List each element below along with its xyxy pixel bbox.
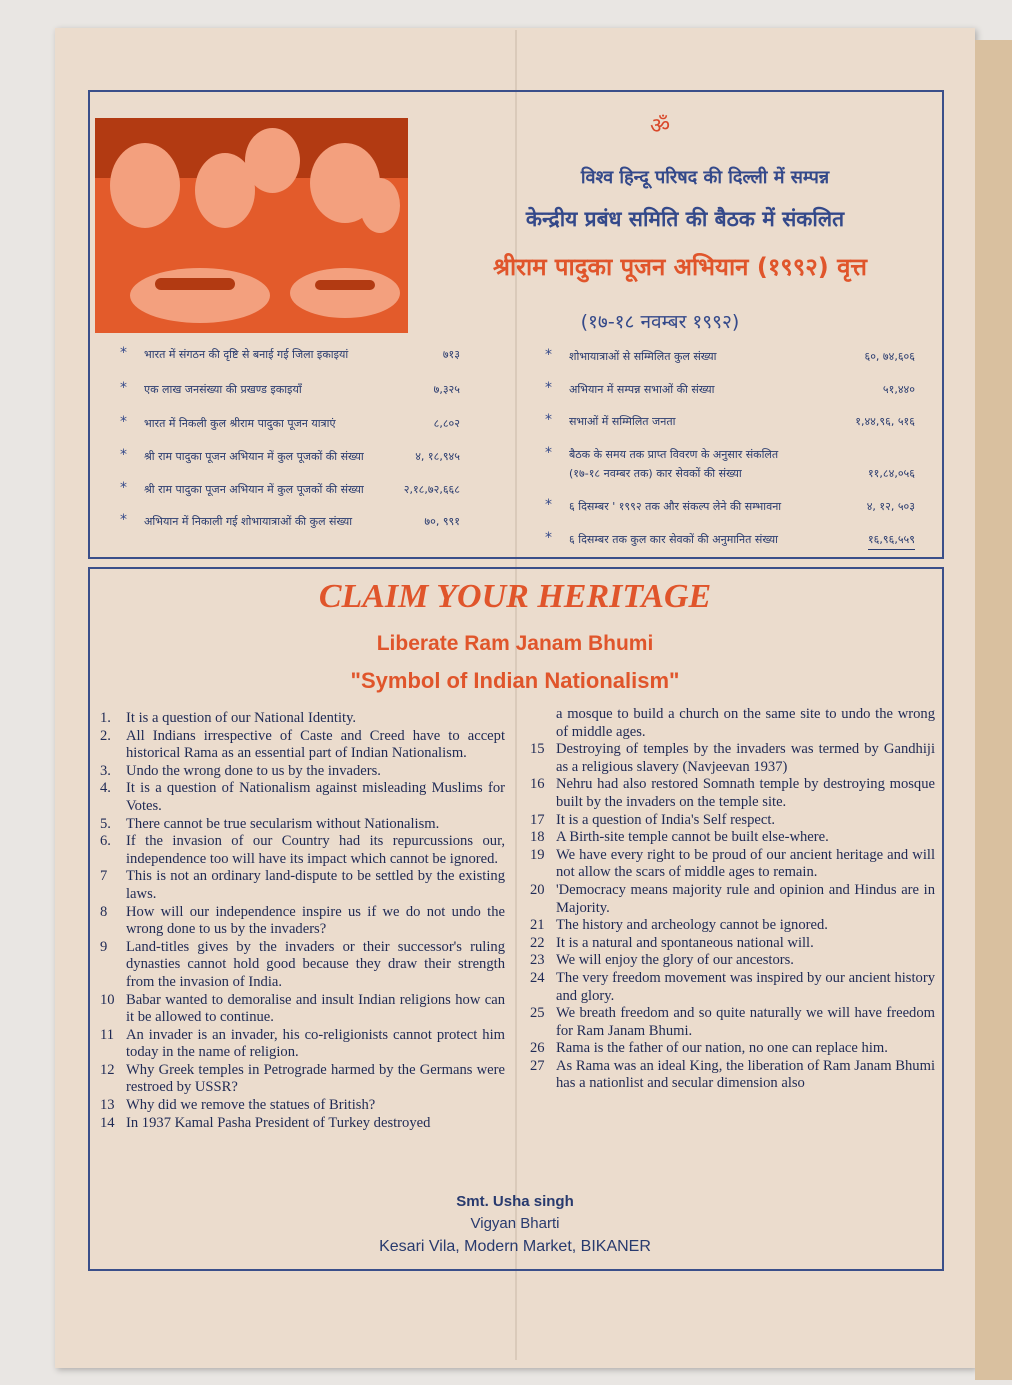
- stat-value: ८,८०२: [433, 417, 460, 430]
- point-number: 13: [100, 1097, 115, 1114]
- point-text: There cannot be true secularism without Nationalism.: [126, 815, 440, 832]
- point-number: 21: [530, 917, 545, 934]
- point-item: [530, 1040, 935, 1058]
- stat-label: ६ दिसम्बर ' १९९२ तक और संकल्प लेने की सम्भावना: [569, 500, 782, 513]
- bullet-star-icon: *: [120, 447, 127, 463]
- stat-left-item: [120, 512, 460, 532]
- point-number: 3.: [100, 762, 111, 779]
- appeal-title: CLAIM YOUR HERITAGE: [318, 578, 712, 615]
- point-text: This is not an ordinary land-dispute to be settled by the existing laws.: [126, 868, 505, 902]
- point-number: 22: [530, 934, 545, 951]
- point-text: The history and archeology cannot be ignored.: [556, 917, 828, 934]
- appeal-subtitle: Liberate Ram Janam Bhumi: [376, 632, 654, 655]
- point-number: 25: [530, 1005, 545, 1022]
- point-number: 2.: [100, 727, 111, 744]
- point-text: Rama is the father of our nation, no one can replace him.: [556, 1040, 888, 1057]
- hindi-date: (१७-१८ नवम्बर १९९२): [580, 311, 740, 333]
- point-item: [100, 1097, 505, 1115]
- point-item: [530, 1005, 935, 1040]
- point-number: 17: [530, 811, 545, 828]
- point-number: 23: [530, 952, 545, 969]
- om-symbol: ॐ: [650, 114, 671, 139]
- point-item: [530, 882, 935, 917]
- point-number: 4.: [100, 780, 111, 797]
- stat-value: ७०, ९९१: [424, 515, 460, 528]
- point-item: [530, 847, 935, 882]
- point-item: [100, 780, 505, 815]
- bullet-star-icon: *: [545, 412, 552, 428]
- stat-label: ६ दिसम्बर तक कुल कार सेवकों की अनुमानित संख्या: [569, 533, 778, 546]
- stat-label: अभियान में सम्पन्न सभाओं की संख्या: [569, 383, 715, 396]
- point-number: 27: [530, 1057, 545, 1074]
- stat-left-item: [120, 447, 460, 467]
- stat-value: ५१,४४०: [882, 383, 915, 396]
- appeal-slogan: "Symbol of Indian Nationalism": [350, 668, 680, 693]
- point-text: It is a question of Nationalism against misleading Muslims for Votes.: [126, 780, 505, 814]
- point-number: 16: [530, 776, 545, 793]
- stat-value: ११,८४,०५६: [867, 467, 915, 480]
- point-text: It is a question of India's Self respect.: [556, 811, 776, 828]
- point-item: [100, 868, 505, 903]
- point-text: Undo the wrong done to us by the invaders.: [126, 762, 381, 779]
- point-number: 1.: [100, 710, 111, 726]
- stat-value: ७,३२५: [433, 383, 460, 396]
- point-item: [530, 970, 935, 1005]
- stat-label: श्री राम पादुका पूजन अभियान में कुल पूजकों की संख्या: [144, 483, 364, 496]
- point-text: a mosque to build a church on the same site to undo the wrong of middle ages.: [556, 706, 935, 740]
- point-item: [100, 833, 505, 868]
- point-item: [100, 763, 505, 781]
- point-item: [530, 952, 935, 970]
- stat-label: शोभायात्राओं से सम्मिलित कुल संख्या: [569, 350, 717, 363]
- stat-left-item: [120, 480, 460, 500]
- stat-label: सभाओं में सम्मिलित जनता: [569, 415, 676, 428]
- points-column-left: [100, 710, 505, 1132]
- point-text: 'Democracy means majority rule and opinion and Hindus are in Majority.: [556, 881, 935, 916]
- point-item: [100, 728, 505, 763]
- point-item: [530, 917, 935, 935]
- stat-label: अभियान में निकाली गई शोभायात्राओं की कुल संख्या: [144, 515, 353, 528]
- stat-label: एक लाख जनसंख्या की प्रखण्ड इकाइयाँ: [144, 383, 302, 396]
- hindi-campaign-title: श्रीराम पादुका पूजन अभियान (१९९२) वृत्त: [492, 253, 868, 281]
- point-text: Why did we remove the statues of British?: [126, 1097, 376, 1114]
- stat-left-item: [120, 380, 460, 400]
- point-number: 15: [530, 741, 545, 758]
- point-number: [530, 706, 556, 741]
- point-item: [100, 904, 505, 939]
- point-text: Why Greek temples in Petrograde harmed by the Germans were restroed by USSR?: [126, 1061, 505, 1096]
- point-item: [530, 741, 935, 776]
- stat-left-item: [120, 414, 460, 434]
- point-text: An invader is an invader, his co-religionists cannot protect him today in the name of religion.: [126, 1026, 505, 1061]
- point-item: [100, 1115, 505, 1133]
- point-number: 19: [530, 846, 545, 863]
- point-text: A Birth-site temple cannot be built else-where.: [556, 829, 829, 846]
- stat-label: श्री राम पादुका पूजन अभियान में कुल पूजकों की संख्या: [144, 450, 364, 463]
- bullet-star-icon: *: [545, 530, 552, 546]
- stat-value: १,४४,९६, ५१६: [855, 415, 915, 428]
- point-number: 12: [100, 1061, 115, 1078]
- point-text: Nehru had also restored Somnath temple by destroying mosque built by the invaders on the temple site.: [556, 776, 935, 810]
- stat-right-item: [545, 530, 915, 550]
- bullet-star-icon: *: [120, 480, 127, 496]
- point-item: [100, 992, 505, 1027]
- bullet-star-icon: *: [120, 380, 127, 396]
- author-organization: Vigyan Bharti: [470, 1215, 560, 1232]
- point-text: How will our independence inspire us if we do not undo the wrong done to us by the invaders?: [126, 903, 505, 938]
- stat-value: ६०, ७४,६०६: [864, 350, 915, 363]
- bullet-star-icon: *: [120, 345, 127, 361]
- point-item: [100, 1062, 505, 1097]
- adjacent-page-edge: [975, 40, 1012, 1380]
- point-number: 5.: [100, 815, 111, 832]
- point-text: As Rama was an ideal King, the liberation of Ram Janam Bhumi has a nationlist and secular dimension also: [556, 1057, 935, 1092]
- point-text: All Indians irrespective of Caste and Creed have to accept historical Rama as an essential part of Indian Nationalism.: [126, 727, 505, 762]
- hindi-header-line2: केन्द्रीय प्रबंध समिति की बैठक में संकलित: [525, 207, 845, 231]
- point-text: Babar wanted to demoralise and insult Indian religions how can it be allowed to continue.: [126, 991, 505, 1026]
- point-item: [530, 706, 935, 741]
- point-number: 14: [100, 1114, 115, 1131]
- stat-right-item: [545, 445, 915, 485]
- point-text: We will enjoy the glory of our ancestors.: [556, 952, 794, 969]
- orange-duotone-photo: [95, 118, 408, 333]
- point-number: 24: [530, 969, 545, 986]
- bullet-star-icon: *: [545, 347, 552, 363]
- point-text: In 1937 Kamal Pasha President of Turkey destroyed: [126, 1114, 431, 1131]
- bullet-star-icon: *: [120, 512, 127, 528]
- point-number: 11: [100, 1026, 115, 1043]
- point-text: Destroying of temples by the invaders was termed by Gandhiji as a religious slavery (Navjeevan 1937): [556, 741, 935, 775]
- bullet-star-icon: *: [545, 445, 552, 461]
- point-item: [530, 776, 935, 811]
- point-item: [530, 935, 935, 953]
- point-item: [100, 816, 505, 834]
- bullet-star-icon: *: [120, 414, 127, 430]
- stat-label: भारत में निकली कुल श्रीराम पादुका पूजन यात्राएं: [144, 417, 336, 430]
- points-column-right: [530, 706, 935, 1093]
- point-text: If the invasion of our Country had its repurcussions our, independence too will have its impact which cannot be ignored.: [126, 833, 505, 867]
- stat-label: बैठक के समय तक प्राप्त विवरण के अनुसार संकलित: [569, 448, 779, 461]
- stat-value: ७१३: [442, 348, 460, 361]
- point-number: 20: [530, 881, 545, 898]
- stat-value: ४, १८,९४५: [415, 450, 460, 463]
- author-name: Smt. Usha singh: [456, 1193, 574, 1210]
- stat-value: ४, १२, ५०३: [866, 500, 915, 513]
- stat-right-item: [545, 380, 915, 400]
- point-item: [530, 829, 935, 847]
- stat-label: भारत में संगठन की दृष्टि से बनाई गई जिला इकाइयां: [144, 348, 349, 361]
- point-item: [530, 1058, 935, 1093]
- point-text: It is a natural and spontaneous national will.: [556, 934, 814, 951]
- point-text: Land-titles gives by the invaders or their successor's ruling dynasties cannot hold good because they draw their strength from the invasion of India.: [126, 938, 505, 990]
- point-number: 7: [100, 868, 108, 885]
- point-text: We have every right to be proud of our ancient heritage and will not allow the scars of middle ages to remain.: [556, 846, 935, 881]
- point-text: The very freedom movement was inspired by our ancient history and glory.: [556, 969, 935, 1004]
- hindi-header-line1: विश्व हिन्दू परिषद की दिल्ली में सम्पन्न: [580, 167, 830, 188]
- point-number: 18: [530, 829, 545, 846]
- stat-right-item: [545, 412, 915, 432]
- point-item: [530, 812, 935, 830]
- bullet-star-icon: *: [545, 497, 552, 513]
- point-text: It is a question of our National Identity.: [126, 710, 357, 726]
- point-text: We breath freedom and so quite naturally we will have freedom for Ram Janam Bhumi.: [556, 1005, 935, 1039]
- author-address: Kesari Vila, Modern Market, BIKANER: [379, 1238, 651, 1255]
- stat-total-value: १६,९६,५५९: [868, 532, 915, 550]
- point-number: 9: [100, 938, 108, 955]
- bullet-star-icon: *: [545, 380, 552, 396]
- stat-right-item: [545, 347, 915, 367]
- point-number: 10: [100, 991, 115, 1008]
- point-number: 8: [100, 903, 108, 920]
- stat-right-item: [545, 497, 915, 517]
- stat-label-line2: (१७-१८ नवम्बर तक) कार सेवकों की संख्या: [569, 467, 742, 480]
- stat-left-item: [120, 345, 460, 365]
- point-item: [100, 710, 505, 728]
- point-item: [100, 939, 505, 992]
- stat-value: २,१८,७२,६६८: [403, 483, 460, 496]
- point-number: 6.: [100, 833, 111, 850]
- point-item: [100, 1027, 505, 1062]
- point-number: 26: [530, 1040, 545, 1057]
